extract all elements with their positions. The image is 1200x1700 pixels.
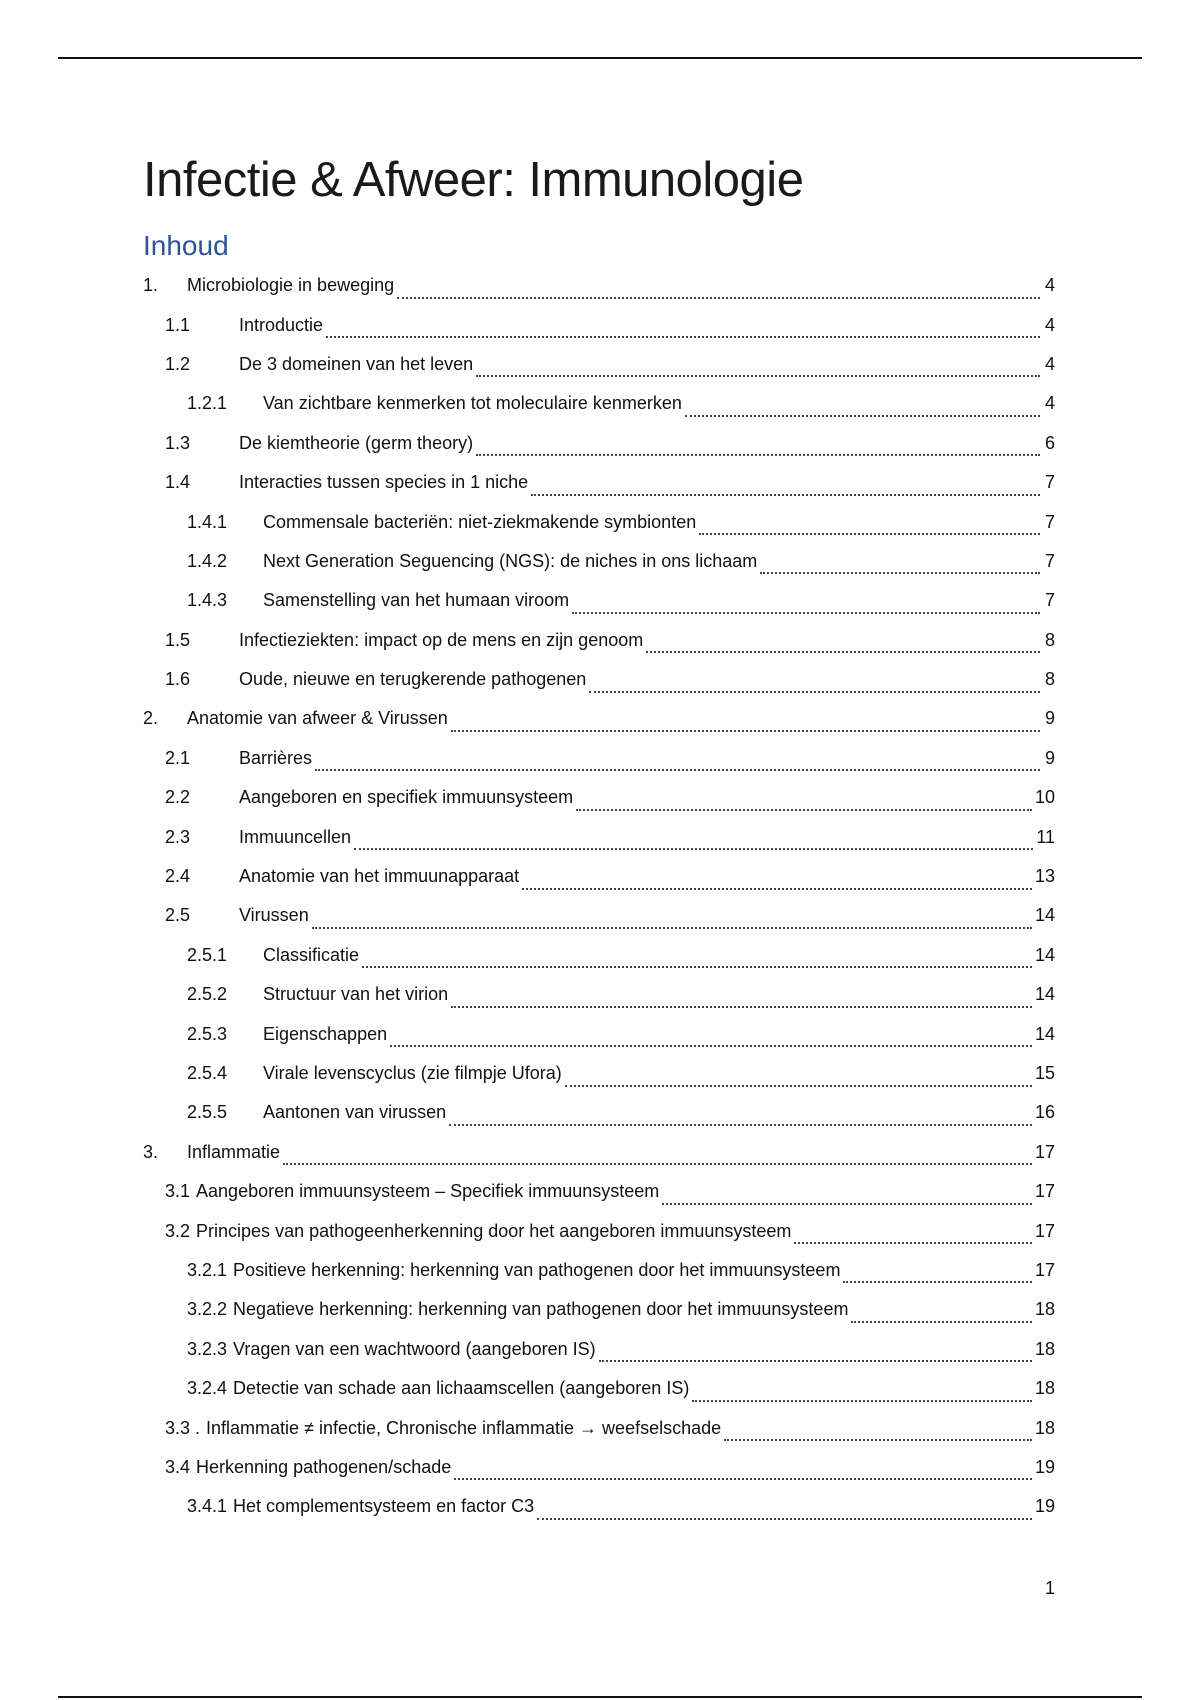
toc-entry-page: 14 bbox=[1034, 984, 1055, 1005]
toc-entry-2-3[interactable] bbox=[143, 817, 1055, 856]
toc-entry-page: 14 bbox=[1034, 944, 1055, 965]
toc-entry-number: 1.3 bbox=[165, 432, 191, 453]
dot-leader bbox=[454, 1460, 1032, 1480]
toc-entry-page: 19 bbox=[1034, 1496, 1055, 1517]
toc-entry-3-1[interactable] bbox=[143, 1172, 1055, 1211]
table-of-contents bbox=[143, 266, 1055, 1527]
toc-entry-label: De 3 domeinen van het leven bbox=[239, 353, 474, 374]
toc-entry-label: Interacties tussen species in 1 niche bbox=[239, 472, 529, 493]
toc-entry-2-5-2[interactable] bbox=[143, 975, 1055, 1014]
dot-leader bbox=[646, 633, 1040, 653]
toc-entry-label: Next Generation Seguencing (NGS): de niches in ons lichaam bbox=[263, 550, 758, 571]
toc-entry-label: Introductie bbox=[239, 314, 324, 335]
toc-entry-page: 8 bbox=[1044, 629, 1055, 650]
toc-entry-3-4-1[interactable] bbox=[143, 1487, 1055, 1526]
toc-entry-3[interactable] bbox=[143, 1133, 1055, 1172]
toc-entry-page: 9 bbox=[1044, 708, 1055, 729]
toc-entry-label: Classificatie bbox=[263, 944, 360, 965]
toc-entry-number: 1.2 bbox=[165, 353, 191, 374]
dot-leader bbox=[760, 554, 1040, 574]
toc-entry-3-2-1[interactable] bbox=[143, 1251, 1055, 1290]
toc-entry-number: 3.2.4 bbox=[187, 1378, 228, 1399]
toc-entry-page: 18 bbox=[1034, 1338, 1055, 1359]
toc-entry-number: 3.2.1 bbox=[187, 1259, 228, 1280]
toc-entry-3-2-2[interactable] bbox=[143, 1290, 1055, 1329]
toc-entry-2-5-3[interactable] bbox=[143, 1014, 1055, 1053]
toc-entry-label: Barrières bbox=[239, 747, 313, 768]
dot-leader bbox=[476, 357, 1040, 377]
toc-entry-number: 1.4.2 bbox=[187, 550, 228, 571]
toc-entry-1-1[interactable] bbox=[143, 305, 1055, 344]
toc-entry-number: 2.5.4 bbox=[187, 1063, 228, 1083]
document-page bbox=[143, 150, 1055, 1527]
toc-entry-number: 1.5 bbox=[165, 629, 191, 650]
toc-entry-number: 3.2.3 bbox=[187, 1338, 228, 1359]
header-rule bbox=[58, 57, 1142, 59]
dot-leader bbox=[326, 318, 1040, 338]
toc-entry-number: 1.6 bbox=[165, 669, 191, 690]
dot-leader bbox=[522, 870, 1032, 890]
dot-leader bbox=[449, 1106, 1032, 1126]
toc-entry-number: 3.3 . bbox=[165, 1417, 201, 1438]
toc-entry-1-2-1[interactable] bbox=[143, 384, 1055, 423]
toc-entry-2-4[interactable] bbox=[143, 857, 1055, 896]
dot-leader bbox=[531, 476, 1040, 496]
toc-entry-number: 2. bbox=[143, 708, 159, 729]
toc-entry-page: 18 bbox=[1034, 1417, 1055, 1438]
toc-entry-1-4-3[interactable] bbox=[143, 581, 1055, 620]
document-title: Infectie & Afweer: Immunologie bbox=[143, 153, 804, 207]
toc-entry-number: 3.1 bbox=[165, 1181, 191, 1202]
dot-leader bbox=[476, 436, 1040, 456]
toc-entry-label: Van zichtbare kenmerken tot moleculaire kenmerken bbox=[263, 393, 682, 414]
toc-entry-2-5-1[interactable] bbox=[143, 936, 1055, 975]
dot-leader bbox=[390, 1027, 1032, 1047]
toc-entry-label: Commensale bacteriën: niet-ziekmakende symbionten bbox=[263, 511, 697, 532]
dot-leader bbox=[572, 594, 1040, 614]
toc-entry-number: 2.4 bbox=[165, 866, 191, 887]
toc-entry-label: Structuur van het virion bbox=[263, 984, 449, 1005]
toc-entry-label: Infectieziekten: impact op de mens en zijn genoom bbox=[239, 629, 644, 650]
toc-entry-3-2-3[interactable] bbox=[143, 1330, 1055, 1369]
toc-entry-page: 17 bbox=[1034, 1141, 1055, 1162]
dot-leader bbox=[724, 1421, 1032, 1441]
dot-leader bbox=[283, 1145, 1032, 1165]
toc-entry-label: Positieve herkenning: herkenning van pathogenen door het immuunsysteem bbox=[233, 1259, 841, 1280]
toc-entry-2[interactable] bbox=[143, 699, 1055, 738]
toc-entry-label: De kiemtheorie (germ theory) bbox=[239, 432, 474, 453]
toc-entry-page: 17 bbox=[1034, 1220, 1055, 1241]
toc-entry-page: 17 bbox=[1034, 1181, 1055, 1202]
toc-entry-label: Vragen van een wachtwoord (aangeboren IS) bbox=[233, 1338, 596, 1359]
toc-entry-page: 7 bbox=[1044, 511, 1055, 532]
toc-entry-label: Anatomie van het immuunapparaat bbox=[239, 866, 520, 887]
toc-entry-label: Herkenning pathogenen/schade bbox=[196, 1456, 452, 1477]
toc-entry-page: 7 bbox=[1044, 590, 1055, 611]
toc-entry-number: 3.4 bbox=[165, 1456, 191, 1477]
toc-entry-label: Microbiologie in beweging bbox=[187, 275, 395, 296]
dot-leader bbox=[851, 1303, 1032, 1323]
toc-entry-number: 1.4.3 bbox=[187, 590, 228, 611]
toc-entry-label: Samenstelling van het humaan viroom bbox=[263, 590, 570, 611]
toc-entry-1-3[interactable] bbox=[143, 424, 1055, 463]
toc-entry-1[interactable] bbox=[143, 266, 1055, 305]
dot-leader bbox=[451, 712, 1040, 732]
toc-entry-number: 2.5 bbox=[165, 905, 191, 926]
toc-entry-label: Inflammatie bbox=[187, 1141, 281, 1162]
dot-leader bbox=[537, 1500, 1032, 1520]
toc-entry-number: 1.1 bbox=[165, 314, 191, 335]
toc-entry-1-5[interactable] bbox=[143, 621, 1055, 660]
dot-leader bbox=[397, 279, 1040, 299]
page-number: 1 bbox=[1044, 1578, 1055, 1598]
dot-leader bbox=[312, 909, 1032, 929]
dot-leader bbox=[451, 988, 1032, 1008]
toc-entry-page: 17 bbox=[1034, 1259, 1055, 1280]
toc-entry-2-5-4[interactable] bbox=[143, 1054, 1055, 1093]
toc-entry-page: 18 bbox=[1034, 1299, 1055, 1320]
toc-entry-number: 1.4 bbox=[165, 472, 191, 493]
toc-entry-label: Aangeboren en specifiek immuunsysteem bbox=[239, 787, 574, 808]
toc-entry-1-6[interactable] bbox=[143, 660, 1055, 699]
toc-entry-number: 3. bbox=[143, 1141, 159, 1162]
toc-entry-label: Oude, nieuwe en terugkerende pathogenen bbox=[239, 669, 587, 690]
toc-entry-label: Anatomie van afweer & Virussen bbox=[187, 708, 448, 729]
toc-entry-page: 11 bbox=[1036, 826, 1055, 847]
toc-entry-2-1[interactable] bbox=[143, 739, 1055, 778]
toc-entry-page: 8 bbox=[1044, 669, 1055, 690]
toc-entry-1-4-2[interactable] bbox=[143, 542, 1055, 581]
dot-leader bbox=[354, 830, 1033, 850]
toc-entry-label: Principes van pathogeenherkenning door het aangeboren immuunsysteem bbox=[196, 1220, 792, 1241]
dot-leader bbox=[565, 1067, 1032, 1087]
toc-entry-2-5-5[interactable] bbox=[143, 1093, 1055, 1132]
dot-leader bbox=[599, 1342, 1032, 1362]
toc-entry-page: 18 bbox=[1034, 1378, 1055, 1399]
toc-entry-page: 4 bbox=[1044, 314, 1055, 335]
toc-entry-number: 2.3 bbox=[165, 826, 191, 847]
toc-entry-label: Eigenschappen bbox=[263, 1023, 388, 1044]
dot-leader bbox=[794, 1224, 1032, 1244]
toc-entry-label: Immuuncellen bbox=[239, 826, 352, 847]
toc-entry-3-3[interactable] bbox=[143, 1408, 1055, 1447]
toc-entry-page: 13 bbox=[1034, 866, 1055, 887]
toc-entry-page: 14 bbox=[1034, 1023, 1055, 1044]
toc-entry-label: Detectie van schade aan lichaamscellen (aangeboren IS) bbox=[233, 1378, 690, 1399]
toc-entry-number: 3.4.1 bbox=[187, 1496, 228, 1517]
toc-entry-label: Aantonen van virussen bbox=[263, 1102, 447, 1123]
dot-leader bbox=[662, 1185, 1032, 1205]
toc-entry-number: 2.5.2 bbox=[187, 984, 228, 1005]
toc-entry-number: 3.2.2 bbox=[187, 1299, 228, 1320]
toc-entry-page: 6 bbox=[1044, 432, 1055, 453]
dot-leader bbox=[685, 397, 1040, 417]
toc-entry-1-4-1[interactable] bbox=[143, 502, 1055, 541]
toc-entry-3-2[interactable] bbox=[143, 1211, 1055, 1250]
dot-leader bbox=[576, 791, 1032, 811]
toc-entry-page: 14 bbox=[1034, 905, 1055, 926]
toc-entry-page: 15 bbox=[1034, 1063, 1055, 1083]
toc-entry-label: Aangeboren immuunsysteem – Specifiek immuunsysteem bbox=[196, 1181, 660, 1202]
toc-entry-number: 2.5.1 bbox=[187, 944, 228, 965]
toc-entry-label: Virussen bbox=[239, 905, 309, 926]
toc-entry-page: 4 bbox=[1044, 275, 1055, 296]
toc-entry-number: 3.2 bbox=[165, 1220, 191, 1241]
toc-entry-number: 2.2 bbox=[165, 787, 191, 808]
toc-entry-page: 7 bbox=[1044, 550, 1055, 571]
toc-entry-number: 1.4.1 bbox=[187, 511, 228, 532]
dot-leader bbox=[589, 673, 1040, 693]
toc-entry-number: 2.5.5 bbox=[187, 1102, 228, 1123]
toc-entry-label: Het complementsysteem en factor C3 bbox=[233, 1496, 535, 1517]
toc-entry-page: 9 bbox=[1044, 747, 1055, 768]
toc-entry-2-5[interactable] bbox=[143, 896, 1055, 935]
toc-entry-page: 4 bbox=[1044, 393, 1055, 414]
toc-entry-number: 2.1 bbox=[165, 747, 191, 768]
toc-entry-page: 19 bbox=[1034, 1456, 1055, 1477]
dot-leader bbox=[843, 1263, 1032, 1283]
toc-entry-page: 7 bbox=[1044, 472, 1055, 493]
toc-entry-number: 1.2.1 bbox=[187, 393, 228, 414]
toc-entry-number: 2.5.3 bbox=[187, 1023, 228, 1044]
toc-entry-page: 16 bbox=[1034, 1102, 1055, 1123]
toc-entry-number: 1. bbox=[143, 275, 159, 296]
toc-entry-label: Negatieve herkenning: herkenning van pathogenen door het immuunsysteem bbox=[233, 1299, 849, 1320]
toc-entry-label: Virale levenscyclus (zie filmpje Ufora) bbox=[263, 1063, 562, 1083]
dot-leader bbox=[699, 515, 1040, 535]
toc-entry-2-2[interactable] bbox=[143, 778, 1055, 817]
toc-heading: Inhoud bbox=[143, 230, 229, 261]
dot-leader bbox=[315, 751, 1040, 771]
toc-entry-1-2[interactable] bbox=[143, 345, 1055, 384]
dot-leader bbox=[692, 1382, 1032, 1402]
dot-leader bbox=[362, 948, 1032, 968]
toc-entry-label: Inflammatie ≠ infectie, Chronische inflammatie → weefselschade bbox=[206, 1417, 722, 1438]
toc-entry-page: 4 bbox=[1044, 353, 1055, 374]
toc-entry-3-2-4[interactable] bbox=[143, 1369, 1055, 1408]
toc-entry-1-4[interactable] bbox=[143, 463, 1055, 502]
footer-rule bbox=[58, 1696, 1142, 1698]
toc-entry-3-4[interactable] bbox=[143, 1448, 1055, 1487]
toc-entry-page: 10 bbox=[1034, 787, 1055, 808]
